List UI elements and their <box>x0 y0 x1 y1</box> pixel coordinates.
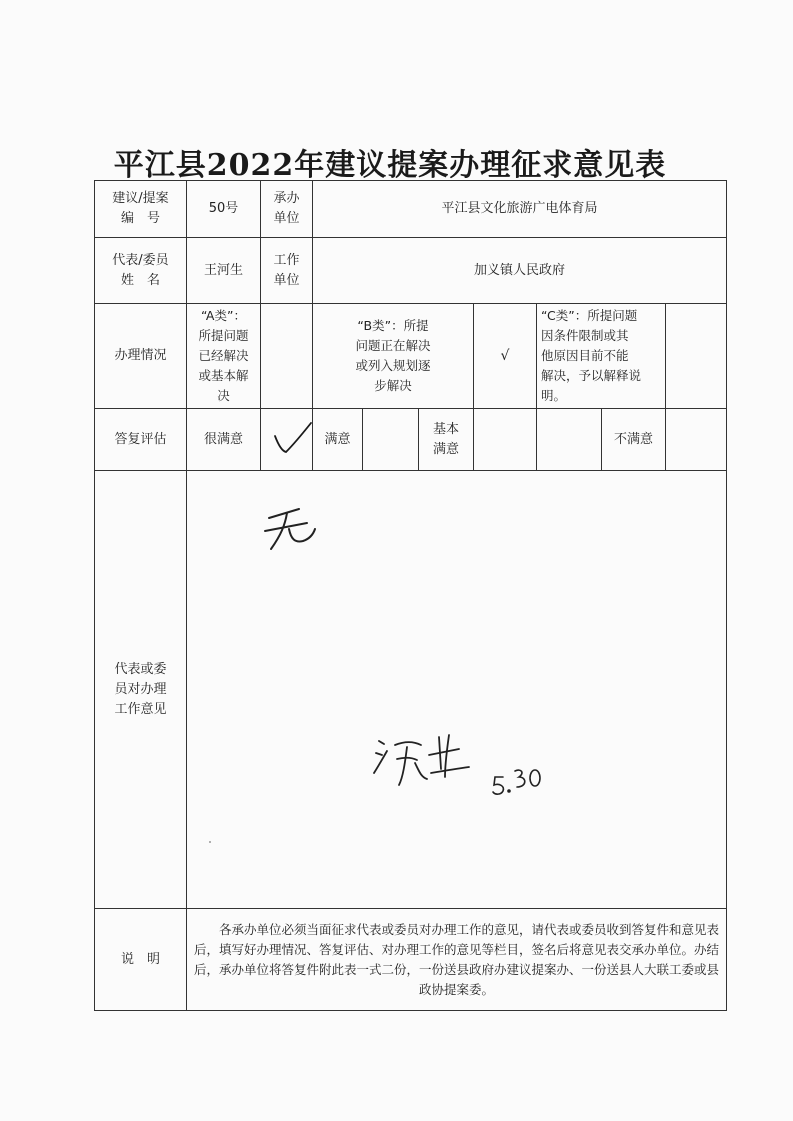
unsatisfied-checkbox[interactable] <box>666 409 727 471</box>
handwriting-drawing <box>191 473 668 906</box>
row-name <box>95 238 727 304</box>
handwritten-signature <box>374 735 469 785</box>
very-satisfied-label: 很满意 <box>187 409 261 471</box>
basic-satisfied-checkbox[interactable] <box>474 409 537 471</box>
category-b-text: “B类”：所提 问题正在解决 或列入规划逐 步解决 <box>313 304 474 409</box>
proposal-number-label: 建议/提案 编 号 <box>95 181 187 238</box>
row-notes <box>95 909 727 1011</box>
opinion-label: 代表或委 员对办理 工作意见 <box>95 471 187 909</box>
category-a-text: “A类”： 所提问题 已经解决 或基本解 决 <box>187 304 261 409</box>
handwritten-opinion <box>265 509 315 549</box>
proposal-number-value: 50号 <box>187 181 261 238</box>
notes-label: 说 明 <box>95 909 187 1011</box>
spacer-cell <box>537 409 602 471</box>
row-handling-status <box>95 304 727 409</box>
handwritten-date <box>493 770 540 794</box>
category-c-text: “C类”：所提问题 因条件限制或其 他原因目前不能 解决，予以解释说 明。 <box>537 304 666 409</box>
satisfied-checkbox[interactable] <box>363 409 419 471</box>
representative-name-value: 王河生 <box>187 238 261 304</box>
handling-unit-value: 平江县文化旅游广电体育局 <box>313 181 727 238</box>
category-a-checkbox[interactable] <box>261 304 313 409</box>
category-c-checkbox[interactable] <box>666 304 727 409</box>
evaluation-label: 答复评估 <box>95 409 187 471</box>
row-evaluation <box>95 409 727 471</box>
handling-status-label: 办理情况 <box>95 304 187 409</box>
opinion-form-table <box>94 180 727 1011</box>
satisfied-label: 满意 <box>313 409 363 471</box>
row-opinion <box>95 471 727 909</box>
scan-speck <box>209 841 211 843</box>
representative-name-label: 代表/委员 姓 名 <box>95 238 187 304</box>
work-unit-value: 加义镇人民政府 <box>313 238 727 304</box>
handwritten-check-icon <box>265 411 317 461</box>
row-number <box>95 181 727 238</box>
very-satisfied-checkbox[interactable] <box>261 409 313 471</box>
basic-satisfied-label: 基本 满意 <box>419 409 474 471</box>
notes-text: 各承办单位必须当面征求代表或委员对办理工作的意见，请代表或委员收到答复件和意见表后，填写好办理情况、答复评估、对办理工作的意见等栏目，签名后将意见表交承办单位。办结后，承办单位将答复件附此表一式二份，一份送县政府办建议提案办、一份送县人大联工委或县政协提案委。 <box>187 909 727 1011</box>
opinion-area[interactable] <box>187 471 727 909</box>
handling-unit-label: 承办 单位 <box>261 181 313 238</box>
work-unit-label: 工作 单位 <box>261 238 313 304</box>
category-b-checkbox[interactable]: √ <box>474 304 537 409</box>
page-title: 平江县2022年建议提案办理征求意见表 <box>113 148 667 183</box>
unsatisfied-label: 不满意 <box>602 409 666 471</box>
